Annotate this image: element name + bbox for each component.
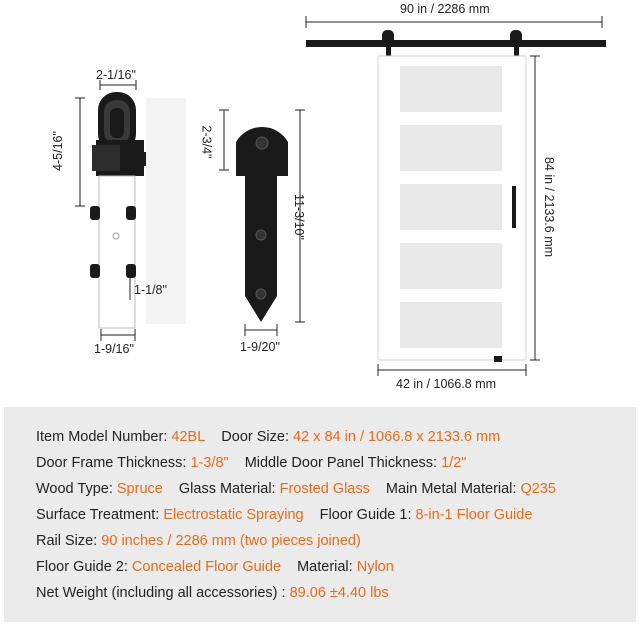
panel-thickness-value: 1/2" <box>441 455 467 471</box>
frame-width-label: 1-9/16" <box>94 342 134 356</box>
wheel-height-label: 2-3/4" <box>199 125 214 159</box>
wood-type-label: Wood Type: <box>36 481 113 497</box>
spec-row-1 <box>36 429 500 445</box>
metal-material-value: Q235 <box>520 481 556 497</box>
strap-width-label: 1-9/20" <box>240 340 280 354</box>
material-label: Material: <box>297 559 353 575</box>
rail-size-value: 90 inches / 2286 mm (two pieces joined) <box>101 533 361 549</box>
frame-thickness-value: 1-3/8" <box>190 455 229 471</box>
wood-type-value: Spruce <box>116 481 163 497</box>
spec-row-4 <box>36 507 532 523</box>
item-model-label: Item Model Number: <box>36 429 168 445</box>
spec-row-5 <box>36 533 361 549</box>
material-value: Nylon <box>356 559 394 575</box>
frame-gap-label: 1-1/8" <box>134 283 167 297</box>
door-size-label: Door Size: <box>221 429 289 445</box>
spec-row-3 <box>36 481 556 497</box>
frame-thickness-label: Door Frame Thickness: <box>36 455 187 471</box>
door-width-label: 42 in / 1066.8 mm <box>396 377 497 391</box>
floor-guide-2-label: Floor Guide 2: <box>36 559 128 575</box>
net-weight-label: Net Weight (including all accessories) : <box>36 585 286 601</box>
item-model-value: 42BL <box>171 429 206 445</box>
door-height-label: 84 in / 2133.6 mm <box>542 156 557 258</box>
glass-material-label: Glass Material: <box>178 481 276 497</box>
spec-row-2 <box>36 455 466 471</box>
roller-width-label: 2-1/16" <box>96 68 136 82</box>
net-weight-value: 89.06 ±4.40 lbs <box>289 585 389 601</box>
door-size-value: 42 x 84 in / 1066.8 x 2133.6 mm <box>293 429 501 445</box>
metal-material-label: Main Metal Material: <box>385 481 517 497</box>
roller-side-view <box>75 80 150 341</box>
strap-length-label: 11-3/10" <box>291 194 306 240</box>
door-front-view <box>306 16 606 376</box>
spec-row-7 <box>36 585 389 601</box>
surface-treatment-label: Surface Treatment: <box>36 507 160 523</box>
floor-guide-1-value: 8-in-1 Floor Guide <box>415 507 533 523</box>
rail-length-label: 90 in / 2286 mm <box>400 2 490 16</box>
surface-treatment-value: Electrostatic Spraying <box>163 507 304 523</box>
floor-guide-1-label: Floor Guide 1: <box>319 507 412 523</box>
rail-size-label: Rail Size: <box>36 533 98 549</box>
glass-material-value: Frosted Glass <box>279 481 370 497</box>
panel-thickness-label: Middle Door Panel Thickness: <box>244 455 438 471</box>
spec-row-6 <box>36 559 394 575</box>
roller-height-label: 4-5/16" <box>50 131 65 171</box>
floor-guide-2-value: Concealed Floor Guide <box>131 559 282 575</box>
